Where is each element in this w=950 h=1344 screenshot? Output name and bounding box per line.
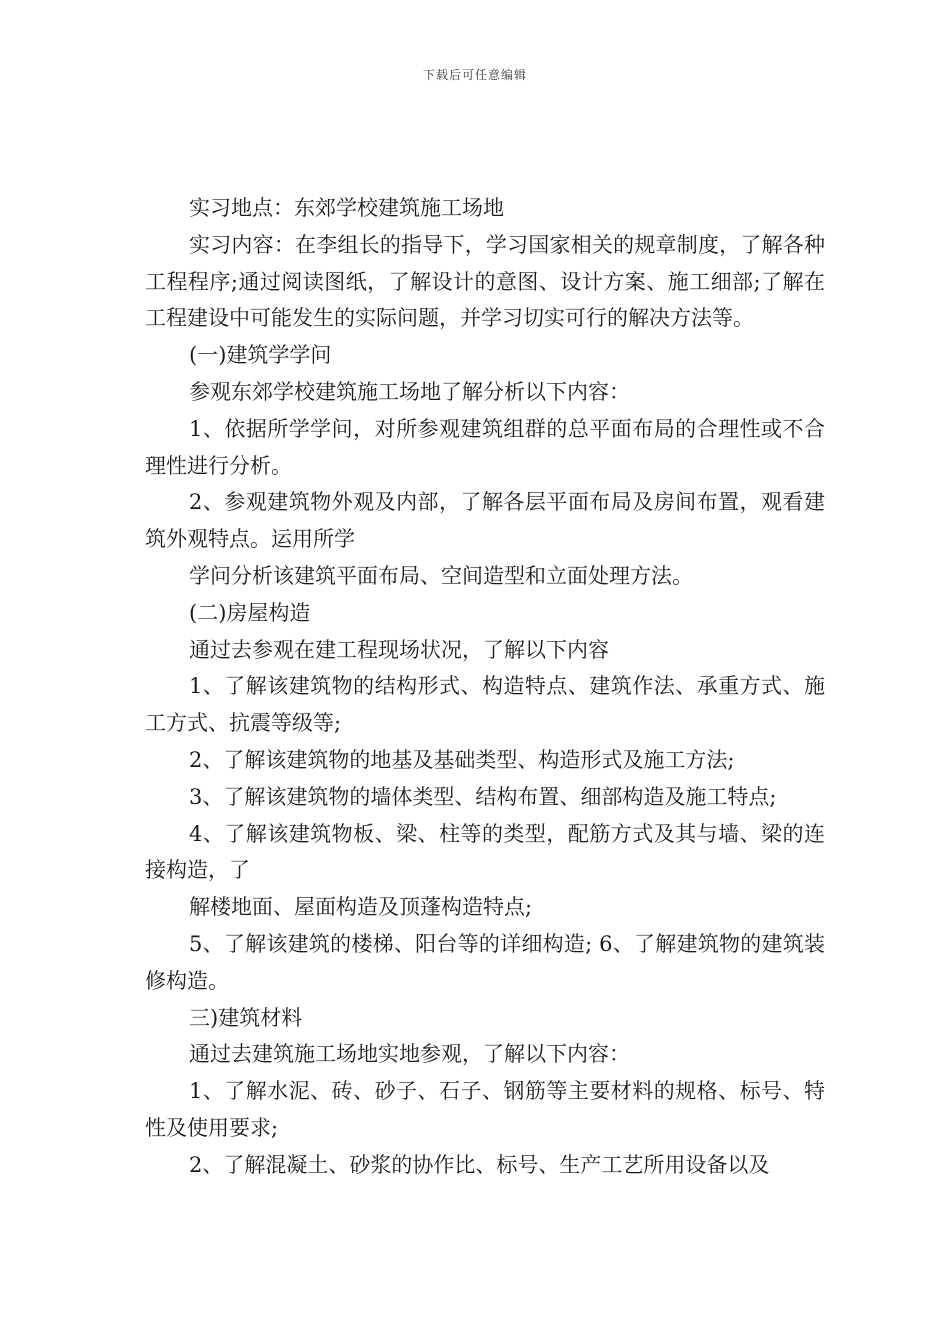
list-item-construction-3: 3、了解该建筑物的墙体类型、结构布置、细部构造及施工特点; — [189, 784, 777, 809]
heading-construction: (二)房屋构造 — [189, 600, 311, 625]
list-item-materials-1: 1、了解水泥、砖、砂子、石子、钢筋等主要材料的规格、标号、特性及使用要求; — [145, 1079, 825, 1140]
document-body — [145, 190, 825, 1184]
list-item-architecture-1: 1、依据所学学问，对所参观建筑组群的总平面布局的合理性或不合理性进行分析。 — [145, 416, 825, 478]
list-item-materials-2: 2、了解混凝土、砂浆的协作比、标号、生产工艺所用设备以及 — [189, 1152, 770, 1177]
paragraph-location: 实习地点：东郊学校建筑施工场地 — [189, 196, 504, 220]
page-header: 下载后可任意编辑 — [422, 68, 527, 82]
list-item-construction-4-cont: 解楼地面、屋面构造及顶蓬构造特点; — [189, 895, 533, 920]
paragraph-construction-intro: 通过去参观在建工程现场状况，了解以下内容 — [189, 637, 609, 662]
list-item-construction-1: 1、了解该建筑物的结构形式、构造特点、建筑作法、承重方式、施工方式、抗震等级等; — [145, 674, 825, 736]
list-item-architecture-2: 2、参观建筑物外观及内部，了解各层平面布局及房间布置，观看建筑外观特点。运用所学 — [145, 490, 825, 552]
heading-architecture: (一)建筑学学问 — [189, 343, 332, 368]
list-item-construction-2: 2、了解该建筑物的地基及基础类型、构造形式及施工方法; — [189, 747, 735, 772]
paragraph-architecture-intro: 参观东郊学校建筑施工场地了解分析以下内容： — [189, 379, 630, 404]
heading-materials: 三)建筑材料 — [189, 1005, 303, 1030]
list-item-construction-5-6: 5、了解该建筑的楼梯、阳台等的详细构造; 6、了解建筑物的建筑装修构造。 — [145, 931, 825, 993]
list-item-construction-4: 4、了解该建筑物板、梁、柱等的类型，配筋方式及其与墙、梁的连接构造，了 — [145, 821, 825, 883]
paragraph-content: 实习内容：在李组长的指导下，学习国家相关的规章制度，了解各种工程程序;通过阅读图纸，了解设计的意图、设计方案、施工细部;了解在工程建设中可能发生的实际问题，并学习切实可行的解决方法等。 — [145, 232, 825, 331]
list-item-architecture-2-cont: 学问分析该建筑平面布局、空间造型和立面处理方法。 — [189, 563, 693, 588]
paragraph-materials-intro: 通过去建筑施工场地实地参观，了解以下内容： — [189, 1042, 630, 1067]
